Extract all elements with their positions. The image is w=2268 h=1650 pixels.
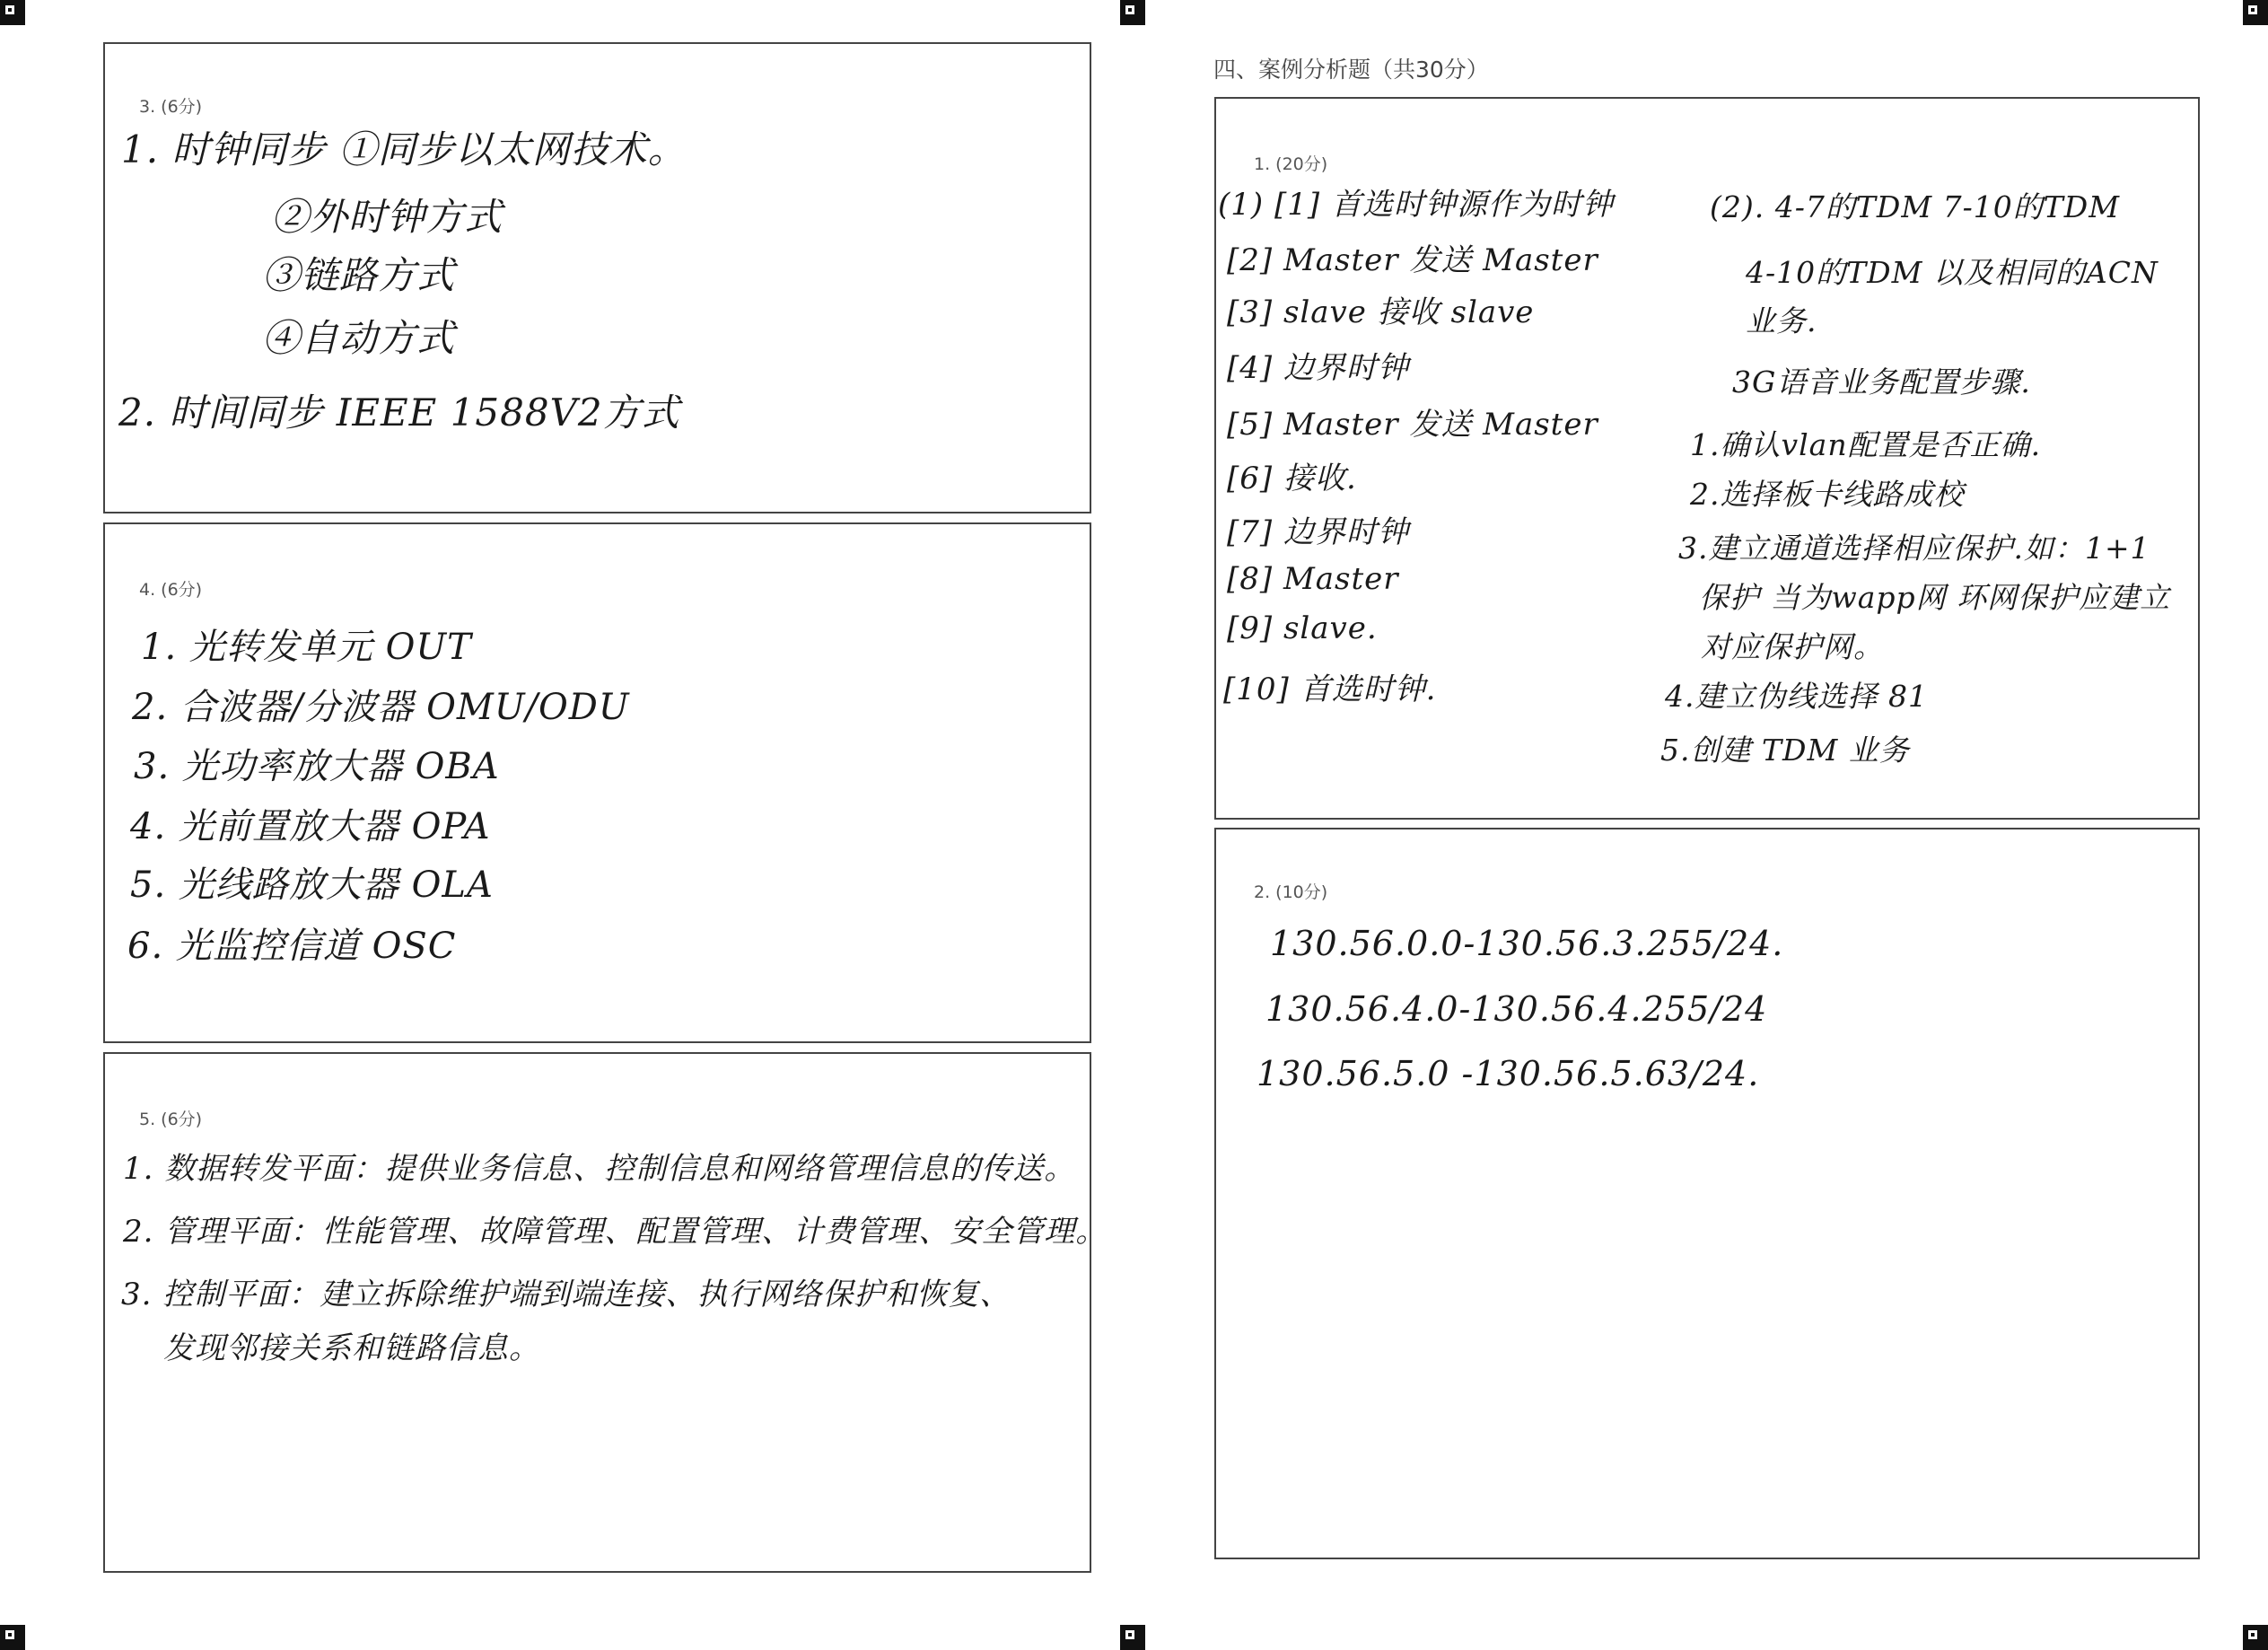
answer-line: 1.确认vlan配置是否正确. — [1690, 427, 2042, 462]
answer-line: 1. 时钟同步 ①同步以太网技术。 — [121, 127, 687, 171]
answer-line: 对应保护网。 — [1701, 629, 1884, 664]
corner-marker-bottom-middle — [1120, 1625, 1145, 1650]
answer-line: 5. 光线路放大器 OLA — [130, 864, 494, 906]
answer-line: [10] 首选时钟. — [1223, 671, 1437, 707]
answer-line: ③链路方式 — [262, 253, 456, 297]
corner-marker-top-middle — [1120, 0, 1145, 25]
answer-line: 130.56.0.0-130.56.3.255/24. — [1270, 924, 1784, 963]
answer-line: 保护 当为wapp网 环网保护应建立 — [1699, 580, 2171, 615]
answer-line: 5.创建 TDM 业务 — [1660, 733, 1910, 768]
answer-line: 3.建立通道选择相应保护.如：1+1 — [1678, 531, 2150, 566]
answer-line: 6. 光监控信道 OSC — [127, 926, 457, 967]
answer-line: [4] 边界时钟 — [1227, 350, 1409, 386]
answer-line: 2. 时间同步 IEEE 1588V2方式 — [118, 391, 680, 434]
answer-line: ②外时钟方式 — [271, 195, 504, 239]
answer-line: 业务. — [1746, 303, 1817, 338]
answer-line: 2. 管理平面：性能管理、故障管理、配置管理、计费管理、安全管理。 — [123, 1214, 1108, 1250]
answer-line: 130.56.4.0-130.56.4.255/24 — [1265, 989, 1768, 1029]
question-label: 3. (6分) — [139, 97, 203, 117]
answer-box-q2 — [1214, 828, 2200, 1559]
question-label: 5. (6分) — [139, 1110, 203, 1129]
question-label: 1. (20分) — [1254, 154, 1328, 174]
answer-line: 2. 合波器/分波器 OMU/ODU — [132, 687, 630, 728]
answer-line: 1. 光转发单元 OUT — [141, 627, 472, 668]
answer-line: [7] 边界时钟 — [1227, 514, 1409, 550]
answer-line: 3. 控制平面：建立拆除维护端到端连接、执行网络保护和恢复、 — [121, 1277, 1011, 1312]
answer-box-q4 — [103, 522, 1091, 1043]
answer-line: [2] Master 发送 Master — [1227, 242, 1598, 278]
answer-box-q5 — [103, 1052, 1108, 1573]
answer-line: (1) [1] 首选时钟源作为时钟 — [1218, 187, 1614, 223]
answer-line: 130.56.5.0 -130.56.5.63/24. — [1257, 1054, 1760, 1093]
corner-marker-bottom-right — [2243, 1625, 2268, 1650]
answer-box-q1 — [1214, 97, 2200, 820]
answer-line: 3. 光功率放大器 OBA — [134, 746, 500, 787]
answer-line: [5] Master 发送 Master — [1227, 407, 1598, 443]
question-label: 4. (6分) — [139, 580, 203, 600]
answer-line: (2). 4-7的TDM 7-10的TDM — [1710, 189, 2121, 224]
answer-box-q3 — [103, 42, 1091, 513]
corner-marker-top-left — [0, 0, 25, 25]
section-title: 四、案例分析题（共30分） — [1213, 57, 1489, 83]
corner-marker-top-right — [2243, 0, 2268, 25]
answer-line: [8] Master — [1227, 561, 1399, 597]
answer-line: [9] slave. — [1227, 610, 1378, 646]
answer-line: 4. 光前置放大器 OPA — [130, 806, 491, 847]
question-label: 2. (10分) — [1254, 882, 1328, 902]
answer-line: 发现邻接关系和链路信息。 — [163, 1330, 540, 1366]
corner-marker-bottom-left — [0, 1625, 25, 1650]
answer-line: 4.建立伪线选择 81 — [1665, 679, 1928, 714]
answer-line: ④自动方式 — [262, 316, 456, 360]
answer-line: 2.选择板卡线路成校 — [1690, 477, 1965, 512]
answer-line: [6] 接收. — [1227, 461, 1357, 496]
answer-line: 3G语音业务配置步骤. — [1732, 364, 2031, 399]
answer-line: 1. 数据转发平面：提供业务信息、控制信息和网络管理信息的传送。 — [123, 1151, 1076, 1187]
answer-line: [3] slave 接收 slave — [1227, 294, 1535, 330]
answer-line: 4-10的TDM 以及相同的ACN — [1746, 255, 2159, 290]
